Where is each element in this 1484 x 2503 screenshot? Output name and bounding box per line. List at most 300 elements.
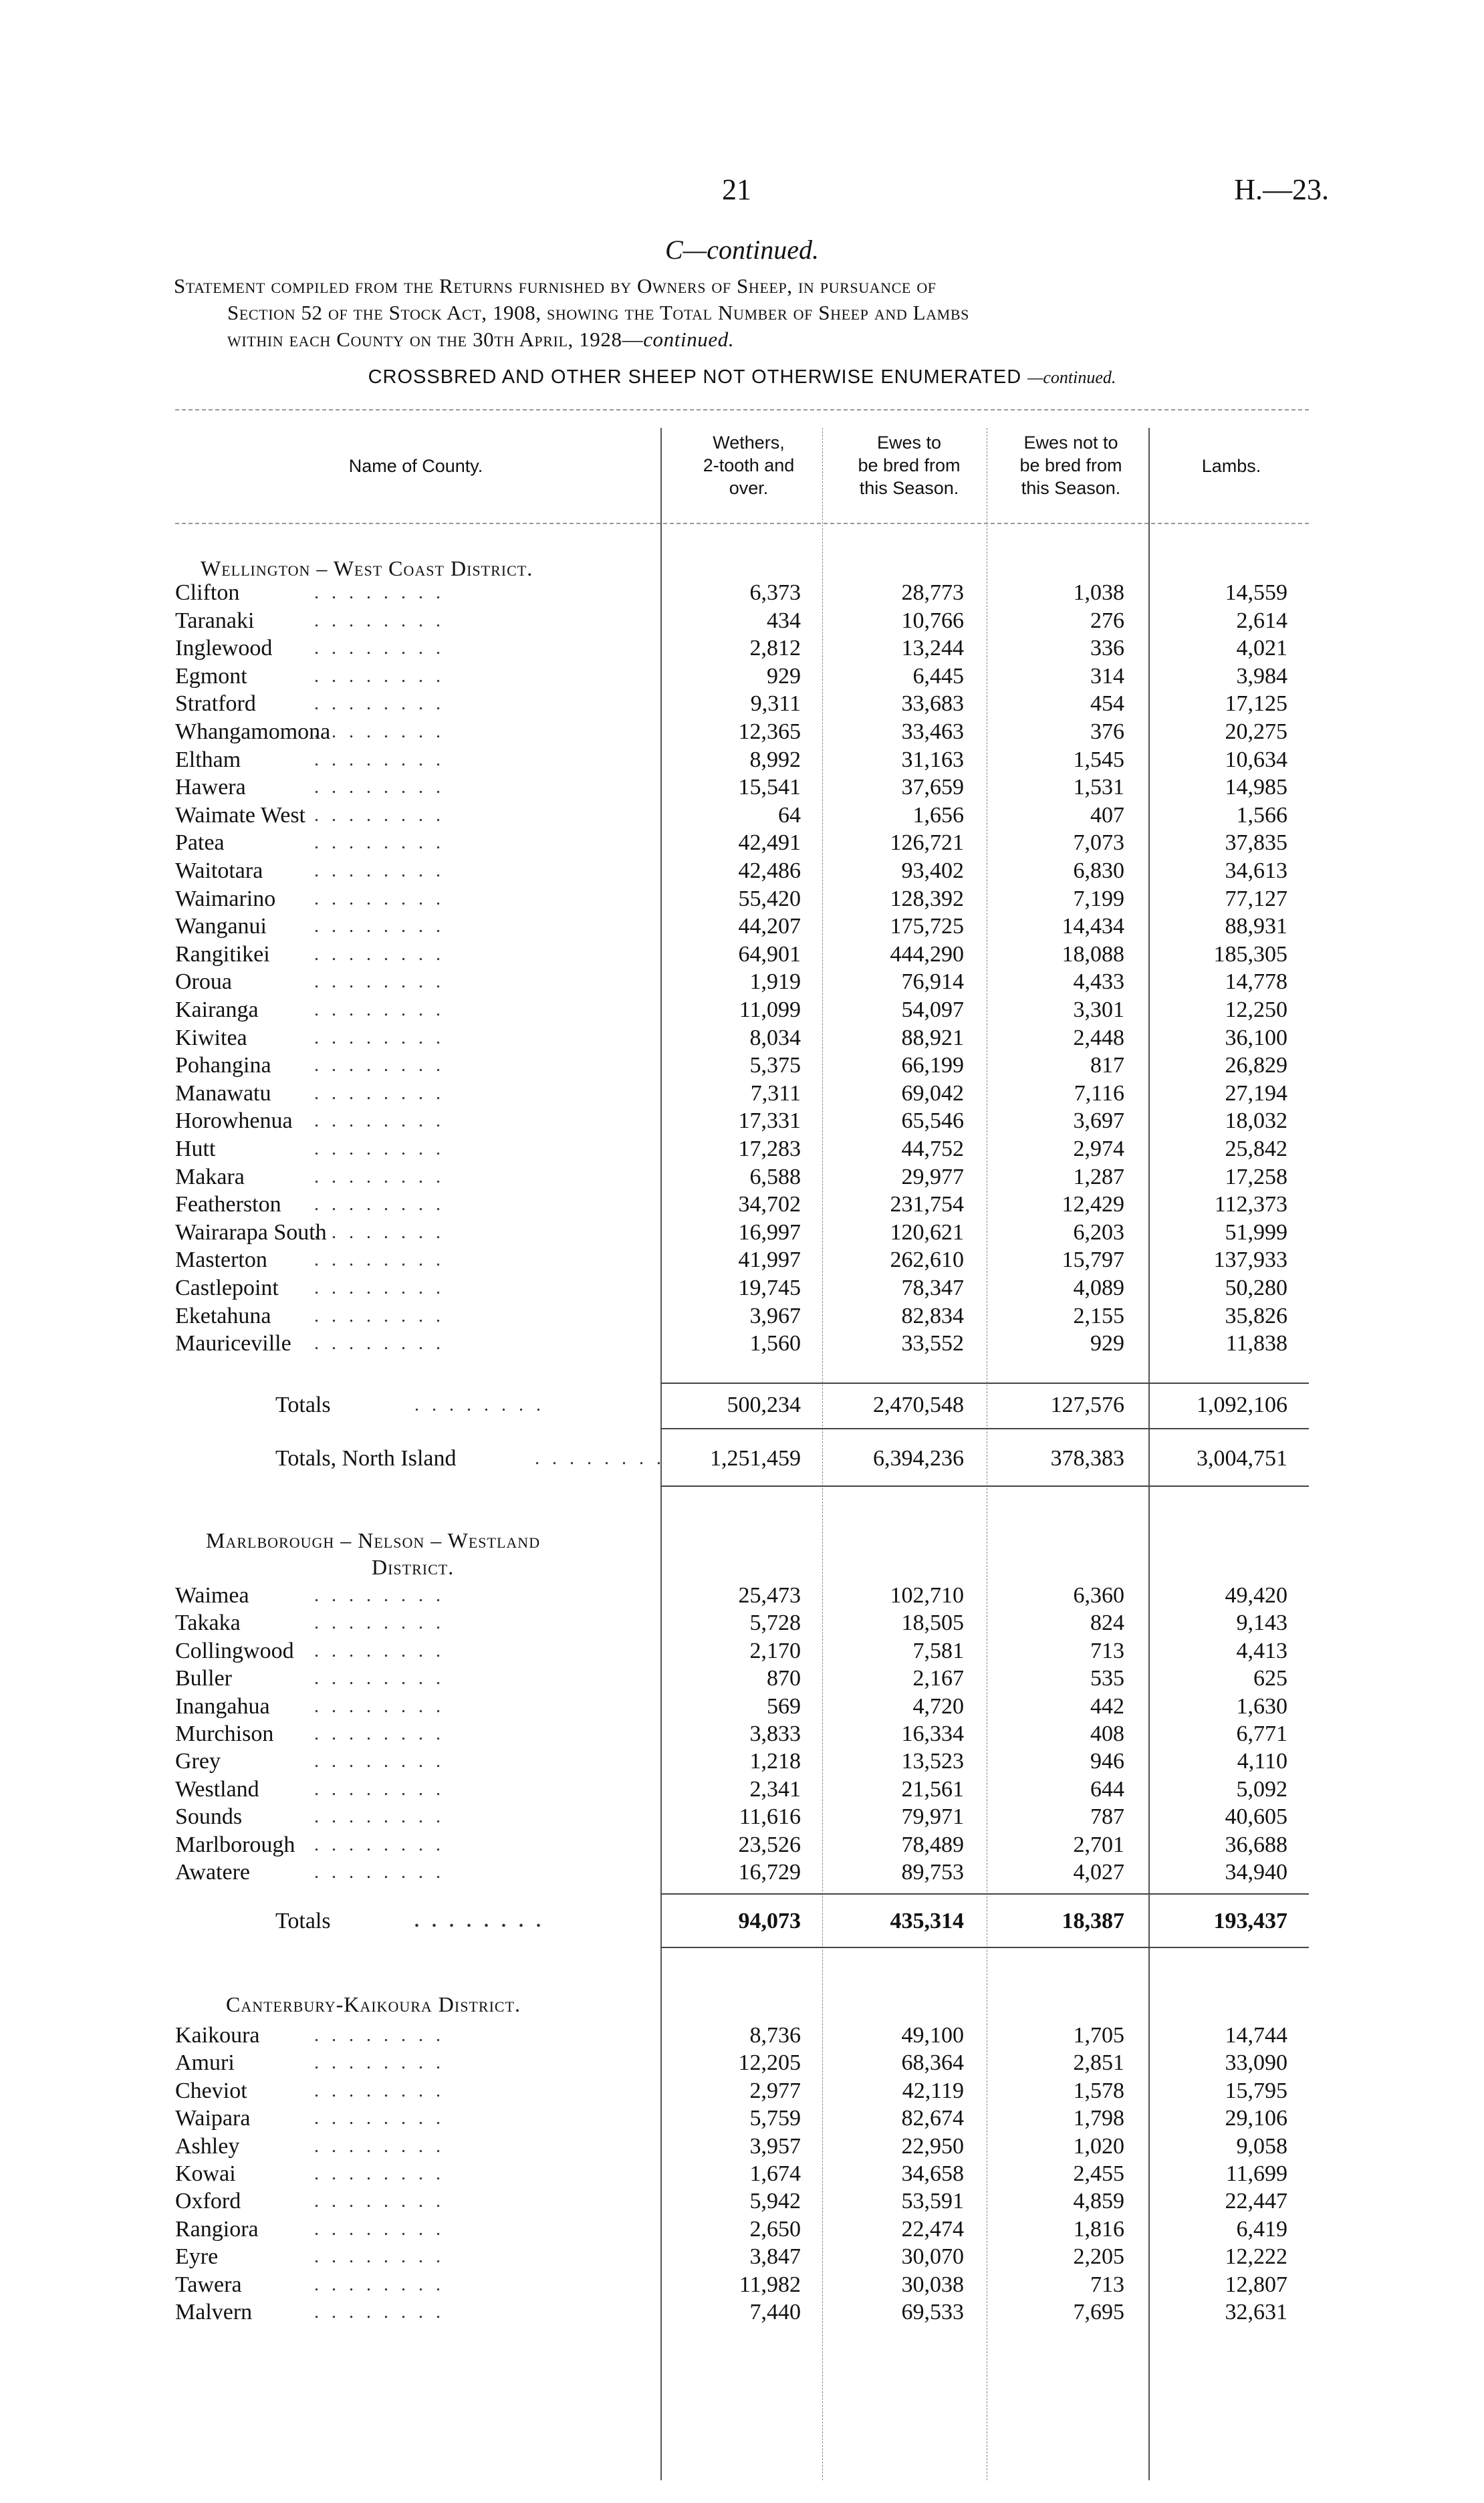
cell-lambs: 6,419 [1236,2216,1287,2242]
table-row [0,1693,1484,1720]
cell-ewes-bred: 33,683 [901,691,964,717]
col-header-name: Name of County. [348,456,483,476]
leader-dots: . . . . . . . . [314,1668,445,1689]
cell-lambs: 12,222 [1225,2244,1287,2270]
table-row [0,1582,1484,1609]
cell-ewes-not: 2,448 [1073,1025,1124,1050]
cell-ewes-bred: 88,921 [901,1025,964,1050]
cell-lambs: 6,771 [1236,1721,1287,1746]
cell-lambs: 14,778 [1225,969,1287,995]
cell-lambs: 4,110 [1237,1749,1287,1774]
cell-lambs: 50,280 [1225,1276,1287,1300]
cell-wethers: 44,207 [738,914,801,939]
table-row [0,2271,1484,2298]
page-number: 21 [722,173,751,206]
table-row [0,1024,1484,1052]
table-row [0,663,1484,690]
cell-ewes-not: 7,116 [1074,1080,1124,1106]
cell-wethers: 8,034 [749,1025,801,1050]
cell-ewes-bred: 262,610 [890,1247,964,1273]
cell-ewes-not: 314 [1090,663,1124,689]
cell-ewes-not: 1,531 [1073,775,1124,800]
cell-wethers: 23,526 [738,1832,801,1857]
county-name: Kairanga [175,997,259,1022]
section-title-marlborough-2: District. [372,1555,455,1579]
subtitle-main: CROSSBRED AND OTHER SHEEP NOT OTHERWISE ENUMERATED [368,366,1022,388]
cell-wethers: 2,170 [749,1638,801,1663]
leader-dots: . . . . . . . . [314,1585,445,1606]
cell-ewes-not: 929 [1090,1331,1124,1356]
cell-ewes-not: 442 [1090,1693,1124,1719]
table-subtitle [0,366,1484,388]
totals-rule-1 [660,1383,1309,1384]
leader-dots: . . . . . . . . [314,888,445,909]
cell-ewes-not: 2,455 [1073,2161,1124,2186]
cell-ewes-bred: 4,720 [912,1693,964,1719]
cell-lambs: 14,559 [1225,580,1287,605]
leader-dots: . . . . . . . . [314,2135,445,2157]
cell-lambs: 36,100 [1225,1025,1287,1050]
cell-ewes-bred: 444,290 [890,941,964,967]
cell-lambs: 14,744 [1225,2023,1287,2048]
county-name: Cheviot [175,2078,247,2103]
statement-line-3-main: within each County on the 30th April, 1928— [227,328,644,351]
county-name: Clifton [175,580,240,605]
totals-row-north-island [0,1444,1484,1473]
cell-ewes-bred: 128,392 [890,886,964,911]
county-name: Westland [175,1776,259,1802]
cell-ewes-not: 378,383 [1050,1446,1124,1471]
table-row [0,2187,1484,2215]
cell-ewes-not: 1,578 [1073,2078,1124,2103]
cell-ewes-bred: 34,658 [901,2161,964,2186]
cell-ewes-bred: 102,710 [890,1583,964,1608]
cell-wethers: 7,440 [749,2300,801,2325]
cell-lambs: 77,127 [1225,886,1287,911]
leader-dots: . . . . . . . . [314,1834,445,1855]
cell-ewes-bred: 54,097 [901,997,964,1022]
leader-dots: . . . . . . . . [314,693,445,715]
cell-ewes-not: 336 [1090,636,1124,661]
leader-dots: . . . . . . . . [314,665,445,687]
leader-dots: . . . . . . . . [314,2052,445,2074]
col-header-wethers-l2: 2-tooth and [703,455,795,475]
cell-ewes-bred: 6,394,236 [873,1446,964,1471]
county-name: Mauriceville [175,1331,291,1356]
totals-rule-4 [660,1893,1309,1895]
county-name: Horowhenua [175,1108,293,1134]
statement-line-3-italic: continued. [643,328,735,351]
cell-wethers: 5,375 [749,1053,801,1078]
cell-wethers: 569 [767,1693,801,1719]
cell-lambs: 25,842 [1225,1137,1287,1161]
cell-ewes-bred: 37,659 [901,775,964,800]
county-name: Hawera [175,775,246,800]
totals-rule-5 [660,1947,1309,1948]
table-row [0,2022,1484,2049]
cell-wethers: 1,251,459 [710,1446,801,1471]
leader-dots: . . . . . . . . [314,1055,445,1076]
cell-ewes-not: 1,545 [1073,747,1124,772]
cell-ewes-bred: 69,533 [901,2300,964,2325]
cell-lambs: 1,092,106 [1197,1393,1287,1417]
leader-dots: . . . . . . . . [314,777,445,798]
cell-ewes-not: 4,027 [1073,1860,1124,1885]
cell-ewes-bred: 49,100 [901,2023,964,2048]
cell-lambs: 11,699 [1225,2161,1287,2186]
cell-ewes-not: 3,697 [1073,1108,1124,1134]
cell-ewes-bred: 76,914 [901,969,964,995]
col-header-ewes-bred-l1: Ewes to [876,433,942,453]
cell-ewes-not: 1,287 [1073,1164,1124,1189]
col-header-ewes-bred-l2: be bred from [858,455,961,475]
leader-dots: . . . . . . . . [314,638,445,659]
table-row [0,2243,1484,2270]
leader-dots: . . . . . . . . [314,943,445,965]
cell-ewes-not: 14,434 [1062,914,1124,939]
cell-ewes-not: 1,816 [1073,2216,1124,2242]
county-name: Inglewood [175,636,273,661]
cell-wethers: 6,588 [749,1164,801,1189]
cell-wethers: 434 [767,608,801,633]
county-name: Eltham [175,747,241,772]
leader-dots: . . . . . . . . [314,999,445,1020]
cell-ewes-not: 2,155 [1073,1303,1124,1328]
cell-ewes-bred: 13,244 [901,636,964,661]
cell-wethers: 34,702 [738,1192,801,1217]
cell-ewes-not: 7,199 [1073,886,1124,911]
cell-wethers: 5,728 [749,1611,801,1636]
cell-wethers: 6,373 [749,580,801,605]
table-row [0,2160,1484,2187]
county-name: Manawatu [175,1080,271,1106]
county-name: Rangitikei [175,941,270,967]
leader-dots: . . . . . . . . [314,2080,445,2101]
county-name: Waimarino [175,886,276,911]
cell-lambs: 35,826 [1225,1303,1287,1328]
leader-dots: . . . . . . . . [314,832,445,854]
county-name: Makara [175,1164,245,1189]
county-name: Waimate West [175,802,306,828]
cell-ewes-bred: 22,474 [901,2216,964,2242]
table-row [0,634,1484,662]
leader-dots: . . . . . . . . [314,2218,445,2240]
county-name: Sounds [175,1804,243,1830]
cell-wethers: 9,311 [750,691,801,717]
totals-north-island-label: Totals, North Island [275,1446,457,1471]
table-row [0,2133,1484,2160]
cell-wethers: 16,729 [738,1860,801,1885]
cell-wethers: 11,616 [739,1804,801,1830]
leader-dots: . . . . . . . . [314,721,445,742]
cell-ewes-bred: 93,402 [901,858,964,883]
cell-ewes-not: 454 [1090,691,1124,717]
document-code: H.—23. [1234,173,1329,206]
table-row [0,1748,1484,1775]
cell-ewes-bred: 78,347 [901,1276,964,1300]
county-name: Collingwood [175,1638,294,1663]
cell-ewes-not: 15,797 [1062,1247,1124,1273]
leader-dots: . . . . . . . . [314,2246,445,2268]
cell-wethers: 8,992 [749,747,801,772]
cell-ewes-not: 1,020 [1073,2133,1124,2159]
leader-dots: . . . . . . . . [314,2191,445,2212]
county-name: Waipara [175,2106,251,2131]
county-name: Amuri [175,2050,235,2076]
cell-wethers: 8,736 [749,2023,801,2048]
county-name: Rangiora [175,2216,259,2242]
col-header-wethers [668,431,829,499]
cell-ewes-bred: 33,463 [901,719,964,744]
cell-lambs: 17,258 [1225,1164,1287,1189]
table-row [0,718,1484,745]
col-header-wethers-l3: over. [729,478,769,498]
cell-ewes-bred: 68,364 [901,2050,964,2076]
county-name: Kaikoura [175,2023,260,2048]
cell-lambs: 4,413 [1236,1638,1287,1663]
leader-dots: . . . . . . . . [314,2274,445,2295]
cell-wethers: 17,331 [738,1108,801,1134]
county-name: Pohangina [175,1053,271,1078]
col-header-lambs: Lambs. [1201,456,1261,476]
leader-dots: . . . . . . . . [314,2302,445,2322]
leader-dots: . . . . . . . . [314,2108,445,2129]
table-row [0,690,1484,717]
leader-dots: . . . . . . . . [314,971,445,993]
county-name: Taranaki [175,608,255,633]
cell-wethers: 2,977 [749,2078,801,2103]
county-name: Malvern [175,2300,253,2325]
cell-ewes-bred: 7,581 [912,1638,964,1663]
table-row [0,746,1484,773]
table-row [0,1080,1484,1107]
cell-ewes-not: 7,073 [1073,830,1124,856]
cell-lambs: 4,021 [1236,636,1287,661]
cell-wethers: 19,745 [738,1276,801,1300]
cell-lambs: 9,143 [1236,1611,1287,1636]
county-name: Waitotara [175,858,263,883]
leader-dots: . . . . . . . . [414,1911,545,1931]
county-name: Ashley [175,2133,240,2159]
leader-dots: . . . . . . . . [314,1723,445,1744]
county-name: Castlepoint [175,1276,279,1300]
cell-ewes-not: 4,859 [1073,2189,1124,2214]
cell-ewes-not: 713 [1090,1638,1124,1663]
cell-lambs: 36,688 [1225,1832,1287,1857]
table-row [0,1859,1484,1886]
totals-rule-2 [660,1428,1309,1429]
cell-lambs: 625 [1253,1666,1287,1691]
cell-ewes-not: 2,205 [1073,2244,1124,2270]
leader-dots: . . . . . . . . [314,610,445,631]
cell-ewes-not: 6,203 [1073,1219,1124,1245]
cell-wethers: 64,901 [738,941,801,967]
table-row [0,857,1484,884]
header-top-rule [175,409,1309,410]
cell-wethers: 12,205 [738,2050,801,2076]
cell-ewes-bred: 31,163 [901,747,964,772]
col-header-wethers-l1: Wethers, [713,433,785,453]
cell-lambs: 14,985 [1225,775,1287,800]
cell-lambs: 37,835 [1225,830,1287,856]
cell-lambs: 27,194 [1225,1080,1287,1106]
table-row [0,941,1484,968]
cell-lambs: 185,305 [1213,941,1287,967]
totals-row-wellington [0,1391,1484,1420]
cell-wethers: 3,957 [749,2133,801,2159]
cell-wethers: 500,234 [727,1393,801,1417]
county-name: Kiwitea [175,1025,247,1050]
leader-dots: . . . . . . . . [314,1862,445,1883]
cell-lambs: 137,933 [1213,1247,1287,1273]
leader-dots: . . . . . . . . [314,1305,445,1326]
table-row [0,1609,1484,1637]
cell-lambs: 34,940 [1225,1860,1287,1885]
cell-lambs: 17,125 [1225,691,1287,717]
cell-ewes-not: 4,089 [1073,1276,1124,1300]
table-row [0,1831,1484,1859]
cell-ewes-not: 408 [1090,1721,1124,1746]
county-name: Wanganui [175,914,267,939]
leader-dots: . . . . . . . . [314,1695,445,1717]
cell-wethers: 2,812 [749,636,801,661]
leader-dots: . . . . . . . . [314,1110,445,1132]
cell-wethers: 11,099 [739,997,801,1022]
cell-ewes-bred: 13,523 [901,1749,964,1774]
cell-ewes-bred: 69,042 [901,1080,964,1106]
cell-wethers: 25,473 [738,1583,801,1608]
leader-dots: . . . . . . . . [414,1395,545,1415]
leader-dots: . . . . . . . . [314,804,445,826]
table-row [0,2298,1484,2326]
cell-lambs: 40,605 [1225,1804,1287,1830]
table-row [0,802,1484,829]
county-name: Murchison [175,1721,274,1746]
cell-wethers: 55,420 [738,886,801,911]
cell-ewes-bred: 53,591 [901,2189,964,2214]
table-row [0,968,1484,995]
cell-ewes-not: 817 [1090,1053,1124,1078]
leader-dots: . . . . . . . . [314,916,445,937]
statement-line-1: Statement compiled from the Returns furnished by Owners of Sheep, in pursuance of [174,274,937,297]
leader-dots: . . . . . . . . [314,1194,445,1215]
cell-wethers: 7,311 [750,1080,801,1106]
leader-dots: . . . . . . . . [535,1448,665,1469]
cell-ewes-bred: 1,656 [912,802,964,828]
cell-wethers: 1,674 [749,2161,801,2186]
cell-lambs: 29,106 [1225,2106,1287,2131]
col-header-ewes-bred-l3: this Season. [859,478,959,498]
col-header-ewes-bred [829,431,989,499]
county-name: Patea [175,830,225,856]
cell-wethers: 2,341 [749,1776,801,1802]
cell-lambs: 9,058 [1236,2133,1287,2159]
cell-ewes-bred: 78,489 [901,1832,964,1857]
county-name: Wairarapa South [175,1219,327,1245]
cell-ewes-bred: 29,977 [901,1164,964,1189]
table-row [0,1720,1484,1748]
leader-dots: . . . . . . . . [314,1333,445,1354]
leader-dots: . . . . . . . . [314,1027,445,1048]
table-row [0,2049,1484,2076]
table-row [0,773,1484,801]
cell-wethers: 42,486 [738,858,801,883]
totals-rule-3 [660,1485,1309,1487]
cell-lambs: 26,829 [1225,1053,1287,1078]
cell-lambs: 22,447 [1225,2189,1287,2214]
cell-ewes-not: 946 [1090,1749,1124,1774]
cell-ewes-not: 824 [1090,1611,1124,1636]
cell-ewes-not: 18,088 [1062,941,1124,967]
leader-dots: . . . . . . . . [314,1778,445,1800]
cell-lambs: 3,004,751 [1197,1446,1287,1471]
cell-ewes-not: 713 [1090,2272,1124,2297]
leader-dots: . . . . . . . . [314,749,445,770]
leader-dots: . . . . . . . . [314,1640,445,1661]
subtitle-continued: —continued. [1027,368,1116,387]
cell-ewes-bred: 22,950 [901,2133,964,2159]
county-name: Oroua [175,969,232,995]
table-row [0,1274,1484,1302]
cell-ewes-bred: 66,199 [901,1053,964,1078]
cell-ewes-not: 276 [1090,608,1124,633]
header-bottom-rule [175,523,1309,524]
county-name: Eyre [175,2244,219,2270]
county-name: Stratford [175,691,256,717]
table-row [0,1330,1484,1357]
table-row [0,913,1484,940]
leader-dots: . . . . . . . . [314,1613,445,1634]
cell-lambs: 20,275 [1225,719,1287,744]
cell-ewes-not: 6,830 [1073,858,1124,883]
cell-ewes-bred: 33,552 [901,1331,964,1356]
cell-ewes-bred: 126,721 [890,830,964,856]
cell-lambs: 1,630 [1236,1693,1287,1719]
leader-dots: . . . . . . . . [314,1278,445,1298]
cell-lambs: 12,807 [1225,2272,1287,2297]
table-row [0,2077,1484,2105]
col-header-ewes-not-l2: be bred from [1019,455,1122,475]
leader-dots: . . . . . . . . [314,1139,445,1159]
cell-lambs: 112,373 [1214,1192,1287,1217]
cell-ewes-bred: 42,119 [902,2078,964,2103]
county-name: Whangamomona [175,719,331,744]
cell-wethers: 17,283 [738,1137,801,1161]
cell-wethers: 1,919 [749,969,801,995]
leader-dots: . . . . . . . . [314,582,445,603]
cell-lambs: 5,092 [1236,1776,1287,1802]
table-row [0,1665,1484,1692]
cell-wethers: 1,218 [749,1749,801,1774]
county-name: Takaka [175,1611,241,1636]
leader-dots: . . . . . . . . [314,1082,445,1104]
cell-wethers: 16,997 [738,1219,801,1245]
cell-ewes-not: 18,387 [1062,1909,1124,1933]
leader-dots: . . . . . . . . [314,2163,445,2184]
cell-lambs: 2,614 [1236,608,1287,633]
cell-wethers: 2,650 [749,2216,801,2242]
statement-line-2: Section 52 of the Stock Act, 1908, showing the Total Number of Sheep and Lambs [227,301,969,324]
cell-ewes-not: 376 [1090,719,1124,744]
cell-ewes-bred: 30,070 [901,2244,964,2270]
table-row [0,1637,1484,1665]
cell-ewes-bred: 231,754 [890,1192,964,1217]
table-row [0,1246,1484,1274]
cell-wethers: 12,365 [738,719,801,744]
cell-wethers: 64 [778,802,801,828]
cell-ewes-not: 2,974 [1073,1137,1124,1161]
cell-wethers: 5,942 [749,2189,801,2214]
